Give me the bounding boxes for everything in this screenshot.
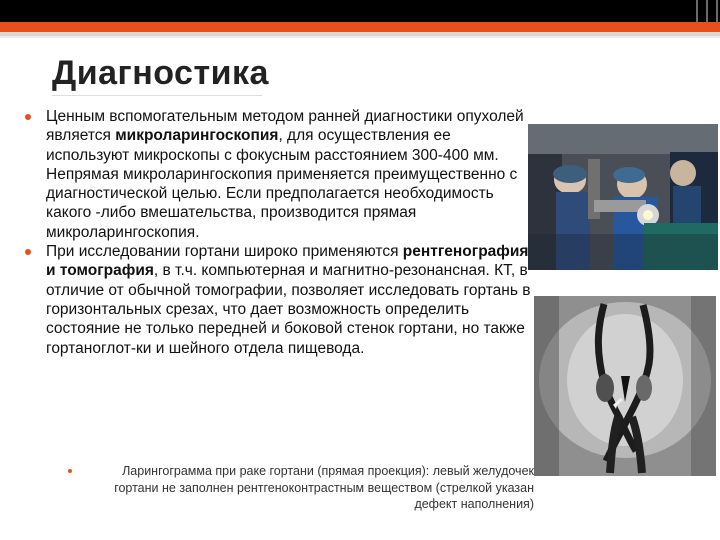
surgery-scene: [528, 124, 718, 270]
laryngogram-xray: [534, 296, 716, 476]
bullet-text: Ценным вспомогательным методом ранней диагностики опухолей является: [46, 108, 524, 145]
corner-lines: [690, 0, 720, 22]
header-accent-bar: [0, 22, 720, 32]
bullet-icon: [25, 249, 31, 255]
title-shadow: [52, 95, 262, 96]
bullet-text: , в т.ч. компьютерная и магнитно-резонансная. КТ, в отличие от обычной томографии, позволяет исследовать гортань в горизонтальных срезах, что дает возможность определить состояние не только передней и боковой стенок гортани, но также гортаноглот-ки и шейного отдела пищевода.: [46, 262, 531, 357]
bullet-text: При исследовании гортани широко применяются: [46, 243, 403, 261]
bullet-bold-term: микроларингоскопия: [115, 127, 279, 145]
bullet-bold-term: рентгенография и томография: [46, 243, 529, 280]
header-black-bar: [0, 0, 720, 22]
slide-title: Диагностика: [52, 54, 269, 92]
bullet-text: , для осуществления ее используют микроскопы с фокусным расстоянием 300-400 мм. Непрямая микроларингоскопия применяется преимущественно с диагностической целью. Если предполагается необходимость какого -либо вмешательства, производится прямая микроларингоскопия.: [46, 127, 518, 241]
caption-text: Ларингограмма при раке гортани (прямая проекция): левый желудочек гортани не заполнен рентгеноконтрастным веществом (стрелкой указан дефект наполнения): [114, 464, 534, 511]
surgery-photo: [528, 124, 718, 270]
bullet-item: [18, 107, 538, 242]
caption-bullet-icon: [68, 469, 72, 473]
laryngogram-image: [534, 296, 716, 476]
bullet-item: [18, 242, 538, 358]
header-gray-bar-light: [0, 36, 720, 38]
bullet-list: [18, 107, 538, 358]
bullet-icon: [25, 114, 31, 120]
xray-caption: [68, 463, 534, 513]
